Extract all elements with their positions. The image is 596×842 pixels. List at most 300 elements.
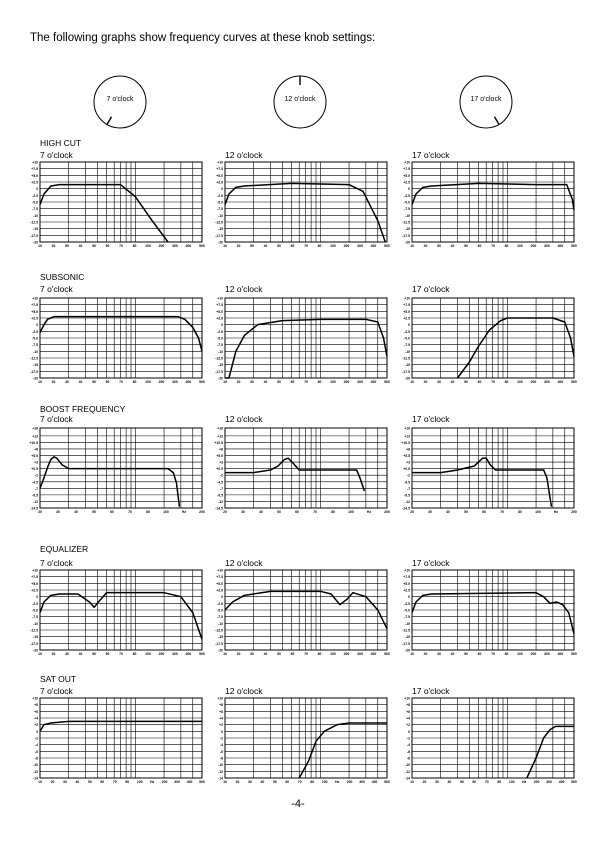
graph-setting-label: 17 o'clock	[412, 150, 450, 160]
frequency-curve	[225, 183, 385, 242]
y-tick-label: -17.5	[215, 369, 223, 374]
frequency-graph	[32, 696, 205, 792]
y-tick-label: +13	[217, 434, 223, 439]
y-tick-label: +7.5	[403, 303, 410, 308]
y-tick-label: -10	[218, 349, 223, 354]
frequency-graph	[30, 296, 205, 392]
y-tick-label: -2	[406, 736, 410, 741]
x-tick-label: 500	[199, 380, 205, 384]
x-tick-label: 50	[87, 780, 92, 784]
x-tick-label: 300	[544, 652, 550, 656]
x-tick-label: 50	[277, 244, 281, 248]
x-tick-label: 200	[343, 244, 350, 248]
x-tick-label: 70	[304, 244, 308, 248]
y-tick-label: +2.5	[31, 316, 38, 321]
y-tick-label: -7.5	[404, 343, 410, 348]
y-tick-label: -20	[33, 648, 38, 653]
y-tick-label: +2.5	[403, 316, 410, 321]
x-tick-label: 70	[119, 244, 123, 248]
knob-pointer	[107, 117, 112, 125]
x-tick-label: 40	[450, 380, 455, 384]
y-tick-label: -7.5	[404, 207, 410, 212]
graph-setting-label: 17 o'clock	[412, 558, 450, 568]
y-tick-label: +4	[219, 716, 223, 721]
graph-frame	[225, 428, 387, 508]
y-tick-label: -20	[218, 376, 223, 381]
x-tick-label: 500	[384, 244, 390, 248]
y-tick-label: -17.5	[30, 641, 38, 646]
x-tick-label: 30	[65, 380, 69, 384]
graph-setting-label: 7 o'clock	[40, 558, 73, 568]
y-tick-label: -12.5	[215, 628, 223, 633]
x-tick-label: 60	[100, 780, 105, 784]
y-tick-label: -17.5	[30, 369, 38, 374]
x-tick-label: 80	[504, 244, 509, 248]
y-tick-label: -9.5	[404, 493, 410, 498]
graph-setting-label: 17 o'clock	[412, 284, 450, 294]
x-tick-label: 70	[491, 244, 495, 248]
y-tick-label: -4	[219, 743, 223, 748]
graph-setting-label: 12 o'clock	[225, 558, 263, 568]
y-tick-label: +7.5	[31, 303, 38, 308]
y-tick-label: +6	[34, 709, 38, 714]
x-tick-label: 20	[51, 244, 56, 248]
y-tick-label: +2.5	[216, 588, 223, 593]
frequency-graph	[401, 426, 577, 522]
y-tick-label: -17.5	[215, 641, 223, 646]
y-tick-label: -7.5	[32, 343, 38, 348]
x-tick-label: 50	[92, 510, 96, 514]
x-tick-label: 30	[248, 780, 252, 784]
y-tick-label: -12.5	[215, 356, 223, 361]
y-tick-label: -5.0	[32, 200, 38, 205]
x-tick-label: 300	[359, 780, 365, 784]
y-tick-label: -8	[406, 756, 410, 761]
x-tick-label: 50	[92, 244, 96, 248]
x-tick-label: 200	[158, 652, 165, 656]
y-tick-label: -2.5	[217, 193, 223, 198]
x-tick-label: 80	[132, 244, 137, 248]
x-tick-label: 30	[65, 652, 69, 656]
x-tick-label: 20	[236, 244, 241, 248]
y-tick-label: +2.5	[216, 180, 223, 185]
y-tick-label: 0	[221, 187, 223, 192]
x-tick-label: 70	[128, 510, 132, 514]
y-tick-label: -2.5	[217, 329, 223, 334]
y-tick-label: -8	[219, 756, 223, 761]
y-tick-label: -12	[33, 769, 38, 774]
y-tick-label: 0	[36, 187, 38, 192]
y-tick-label: 0	[408, 729, 410, 734]
y-tick-label: 0	[221, 323, 223, 328]
y-tick-label: +10	[404, 160, 410, 165]
y-tick-label: +10	[217, 160, 223, 165]
x-tick-label: 400	[557, 244, 564, 248]
x-tick-label: 40	[78, 380, 83, 384]
x-tick-label: 100	[517, 652, 523, 656]
x-tick-label: 70	[112, 780, 117, 784]
x-tick-label: 200	[530, 652, 537, 656]
x-tick-label: 10	[223, 244, 227, 248]
x-tick-label: 70	[491, 652, 495, 656]
x-tick-label: 30	[435, 780, 439, 784]
x-tick-label: 50	[92, 380, 96, 384]
knob-label: 12 o'clock	[284, 96, 316, 103]
x-tick-label: 100	[508, 780, 515, 784]
x-tick-label: 40	[259, 510, 263, 514]
x-tick-label: 60	[295, 510, 299, 514]
x-tick-label: 200	[346, 780, 353, 784]
y-tick-label: +7.5	[216, 303, 223, 308]
y-tick-label: +5.0	[31, 309, 38, 314]
frequency-graph	[402, 568, 577, 664]
frequency-curve	[457, 318, 574, 378]
x-tick-label: 20	[38, 510, 42, 514]
x-tick-label: 30	[241, 510, 245, 514]
x-tick-label: 60	[105, 380, 110, 384]
x-tick-label: 70	[119, 380, 123, 384]
y-tick-label: +10.5	[214, 440, 223, 445]
y-tick-label: -6	[34, 749, 38, 754]
x-tick-label: 400	[557, 380, 564, 384]
x-tick-label: 20	[51, 652, 56, 656]
frequency-graph	[30, 160, 205, 256]
y-tick-label: +10.5	[401, 440, 410, 445]
x-tick-label: Hz	[150, 780, 155, 784]
x-tick-label: 30	[428, 510, 432, 514]
y-tick-label: -2	[219, 473, 223, 478]
y-tick-label: -7.5	[217, 615, 223, 620]
x-tick-label: 60	[472, 780, 477, 784]
page-number: -4-	[291, 798, 305, 810]
x-tick-label: 70	[500, 510, 504, 514]
x-tick-label: 50	[277, 510, 281, 514]
y-tick-label: -14	[405, 776, 410, 781]
y-tick-label: +10	[217, 296, 223, 301]
y-tick-label: +8	[406, 703, 410, 708]
y-tick-label: -5.0	[404, 200, 410, 205]
x-tick-label: 500	[199, 244, 205, 248]
knob-label: 17 o'clock	[470, 96, 502, 103]
x-tick-label: 20	[236, 652, 241, 656]
x-tick-label: 50	[272, 780, 277, 784]
y-tick-label: +6	[219, 709, 223, 714]
y-tick-label: -17.5	[402, 233, 410, 238]
y-tick-label: -10	[405, 621, 410, 626]
x-tick-label: 40	[450, 652, 455, 656]
y-tick-label: -10	[218, 213, 223, 218]
graph-setting-label: 12 o'clock	[225, 686, 263, 696]
frequency-graph	[215, 296, 390, 392]
y-tick-label: +0.5	[403, 467, 410, 472]
graph-setting-label: 7 o'clock	[40, 414, 73, 424]
y-tick-label: -2	[34, 736, 38, 741]
x-tick-label: 10	[223, 380, 227, 384]
section-title: EQUALIZER	[40, 544, 89, 554]
y-tick-label: -12.5	[402, 356, 410, 361]
x-tick-label: 80	[504, 380, 509, 384]
y-tick-label: -15	[218, 635, 223, 640]
x-tick-label: 100	[145, 652, 151, 656]
graph-setting-label: 7 o'clock	[40, 686, 73, 696]
frequency-graph	[214, 426, 390, 522]
x-tick-label: 60	[105, 652, 110, 656]
x-tick-label: 20	[423, 652, 428, 656]
y-tick-label: +10	[404, 296, 410, 301]
graph-setting-label: 17 o'clock	[412, 414, 450, 424]
x-tick-label: 60	[290, 244, 295, 248]
y-tick-label: -4.5	[32, 480, 38, 485]
x-tick-label: 80	[317, 380, 322, 384]
y-tick-label: -7	[406, 486, 410, 491]
y-tick-label: -4.5	[404, 480, 410, 485]
knob-label: 7 o'clock	[106, 96, 134, 103]
x-tick-label: 80	[504, 652, 509, 656]
y-tick-label: 0	[221, 729, 223, 734]
x-tick-label: Hz	[181, 510, 187, 514]
knob-2	[272, 74, 328, 130]
y-tick-label: -15	[33, 363, 38, 368]
y-tick-label: -4	[34, 743, 38, 748]
x-tick-label: 500	[571, 652, 577, 656]
y-tick-label: -7	[219, 486, 223, 491]
y-tick-label: 0	[36, 729, 38, 734]
x-tick-label: 200	[533, 780, 540, 784]
x-tick-label: 10	[410, 380, 414, 384]
y-tick-label: -7.5	[32, 615, 38, 620]
y-tick-label: -10	[218, 763, 223, 768]
y-tick-label: +2.5	[403, 588, 410, 593]
x-tick-label: 100	[517, 380, 523, 384]
x-tick-label: 100	[321, 780, 328, 784]
frequency-graph	[215, 160, 390, 256]
x-tick-label: 80	[317, 244, 322, 248]
x-tick-label: 80	[331, 510, 335, 514]
frequency-curve	[412, 593, 574, 634]
x-tick-label: 30	[63, 780, 67, 784]
x-tick-label: 100	[145, 380, 151, 384]
y-tick-label: -20	[405, 376, 410, 381]
y-tick-label: -2.5	[32, 601, 38, 606]
y-tick-label: +10	[217, 568, 223, 573]
x-tick-label: 60	[482, 510, 486, 514]
x-tick-label: 40	[78, 652, 83, 656]
graph-setting-label: 12 o'clock	[225, 150, 263, 160]
x-tick-label: 500	[384, 380, 390, 384]
y-tick-label: -10	[33, 763, 38, 768]
intro-text: The following graphs show frequency curves at these knob settings:	[30, 32, 376, 44]
y-tick-label: +0.5	[31, 467, 38, 472]
y-tick-label: +16	[404, 426, 410, 431]
x-tick-label: 400	[370, 380, 377, 384]
x-tick-label: 400	[185, 652, 192, 656]
x-tick-label: 60	[105, 244, 110, 248]
y-tick-label: -5.0	[32, 608, 38, 613]
x-tick-label: 500	[571, 780, 577, 784]
y-tick-label: +5.5	[31, 454, 38, 459]
x-tick-label: 300	[546, 780, 552, 784]
x-tick-label: 70	[297, 780, 302, 784]
y-tick-label: -20	[218, 648, 223, 653]
y-tick-label: -15	[33, 635, 38, 640]
x-tick-label: 10	[38, 380, 42, 384]
y-tick-label: +3	[219, 460, 223, 465]
x-tick-label: 200	[158, 244, 165, 248]
y-tick-label: -10	[33, 621, 38, 626]
y-tick-label: -14.5	[402, 506, 410, 511]
x-tick-label: 20	[423, 380, 428, 384]
y-tick-label: -14.5	[30, 506, 38, 511]
y-tick-label: -17.5	[402, 641, 410, 646]
x-tick-label: 50	[464, 652, 468, 656]
y-tick-label: +2.5	[31, 588, 38, 593]
x-tick-label: 40	[263, 652, 268, 656]
y-tick-label: +2.5	[31, 180, 38, 185]
x-tick-label: 30	[250, 652, 254, 656]
x-tick-label: 100	[136, 780, 143, 784]
x-tick-label: 40	[446, 510, 450, 514]
x-tick-label: 30	[437, 380, 441, 384]
x-tick-label: 400	[557, 652, 564, 656]
y-tick-label: -14.5	[215, 506, 223, 511]
x-tick-label: 200	[530, 380, 537, 384]
y-tick-label: -17.5	[215, 233, 223, 238]
x-tick-label: 500	[384, 780, 390, 784]
y-tick-label: +3	[406, 460, 410, 465]
y-tick-label: -17.5	[30, 233, 38, 238]
x-tick-label: 200	[530, 244, 537, 248]
x-tick-label: 200	[343, 380, 350, 384]
y-tick-label: -12.5	[30, 356, 38, 361]
y-tick-label: -20	[33, 376, 38, 381]
x-tick-label: 10	[410, 652, 414, 656]
y-tick-label: +7.5	[403, 575, 410, 580]
y-tick-label: -12.5	[30, 628, 38, 633]
y-tick-label: -20	[405, 240, 410, 245]
knob-3	[458, 74, 514, 130]
y-tick-label: -9.5	[217, 493, 223, 498]
y-tick-label: -4.5	[217, 480, 223, 485]
y-tick-label: +5.0	[31, 581, 38, 586]
frequency-curve	[412, 458, 551, 507]
x-tick-label: 20	[51, 380, 56, 384]
x-tick-label: 20	[410, 510, 414, 514]
y-tick-label: -14	[33, 776, 38, 781]
graph-setting-label: 17 o'clock	[412, 686, 450, 696]
y-tick-label: -10	[405, 349, 410, 354]
y-tick-label: +4	[406, 716, 410, 721]
y-tick-label: -2	[219, 736, 223, 741]
y-tick-label: 0	[408, 595, 410, 600]
y-tick-label: +7.5	[31, 575, 38, 580]
y-tick-label: +10	[32, 160, 38, 165]
x-tick-label: 50	[250, 244, 254, 248]
y-tick-label: -5.0	[404, 336, 410, 341]
x-tick-label: 40	[74, 510, 78, 514]
knob-pointer	[495, 117, 500, 125]
x-tick-label: 300	[544, 380, 550, 384]
y-tick-label: -2.5	[404, 601, 410, 606]
x-tick-label: 100	[145, 244, 151, 248]
y-tick-label: +8	[219, 447, 223, 452]
x-tick-label: Hz	[335, 780, 340, 784]
x-tick-label: 70	[313, 510, 317, 514]
y-tick-label: +2.5	[216, 316, 223, 321]
x-tick-label: 80	[317, 652, 322, 656]
y-tick-label: +5.0	[216, 581, 223, 586]
x-tick-label: 500	[384, 652, 390, 656]
y-tick-label: +7.5	[216, 575, 223, 580]
y-tick-label: +7.5	[216, 167, 223, 172]
y-tick-label: -7	[34, 486, 38, 491]
y-tick-label: -7.5	[217, 343, 223, 348]
y-tick-label: +5.0	[216, 309, 223, 314]
x-tick-label: 30	[437, 652, 441, 656]
y-tick-label: +13	[404, 434, 410, 439]
x-tick-label: 400	[370, 652, 377, 656]
y-tick-label: 0	[408, 323, 410, 328]
x-tick-label: 30	[250, 380, 254, 384]
y-tick-label: -2.5	[217, 601, 223, 606]
x-tick-label: 70	[491, 380, 495, 384]
y-tick-label: +13	[32, 434, 38, 439]
x-tick-label: 100	[535, 510, 541, 514]
x-tick-label: 40	[75, 780, 80, 784]
x-tick-label: 60	[477, 380, 482, 384]
x-tick-label: 50	[437, 244, 441, 248]
graph-setting-label: 12 o'clock	[225, 284, 263, 294]
y-tick-label: -5.0	[404, 608, 410, 613]
frequency-graph	[402, 160, 577, 256]
x-tick-label: 100	[348, 510, 354, 514]
y-tick-label: +2	[34, 723, 38, 728]
y-tick-label: +7.5	[31, 167, 38, 172]
graph-setting-label: 7 o'clock	[40, 284, 73, 294]
frequency-graph	[402, 296, 577, 392]
x-tick-label: 70	[304, 652, 308, 656]
x-tick-label: 80	[125, 780, 130, 784]
y-tick-label: -12.5	[215, 220, 223, 225]
frequency-graph	[29, 426, 205, 522]
y-tick-label: 0	[36, 323, 38, 328]
y-tick-label: -7.5	[217, 207, 223, 212]
x-tick-label: 20	[236, 380, 241, 384]
knob-1	[92, 74, 148, 130]
x-tick-label: 100	[330, 244, 336, 248]
x-tick-label: 100	[163, 510, 169, 514]
y-tick-label: -10	[33, 349, 38, 354]
x-tick-label: 400	[186, 780, 193, 784]
y-tick-label: -20	[405, 648, 410, 653]
graph-setting-label: 12 o'clock	[225, 414, 263, 424]
y-tick-label: +7.5	[403, 167, 410, 172]
y-tick-label: +5.0	[403, 309, 410, 314]
x-tick-label: 80	[497, 780, 502, 784]
x-tick-label: 40	[447, 780, 452, 784]
x-tick-label: 40	[263, 380, 268, 384]
x-tick-label: 60	[477, 244, 482, 248]
x-tick-label: 50	[277, 652, 281, 656]
y-tick-label: -6	[406, 749, 410, 754]
y-tick-label: -2	[406, 473, 410, 478]
x-tick-label: 50	[65, 244, 69, 248]
y-tick-label: +2.5	[403, 180, 410, 185]
y-tick-label: -5.0	[217, 608, 223, 613]
y-tick-label: +5.5	[403, 454, 410, 459]
y-tick-label: +5.5	[216, 454, 223, 459]
y-tick-label: -20	[218, 240, 223, 245]
y-tick-label: +5.0	[403, 581, 410, 586]
